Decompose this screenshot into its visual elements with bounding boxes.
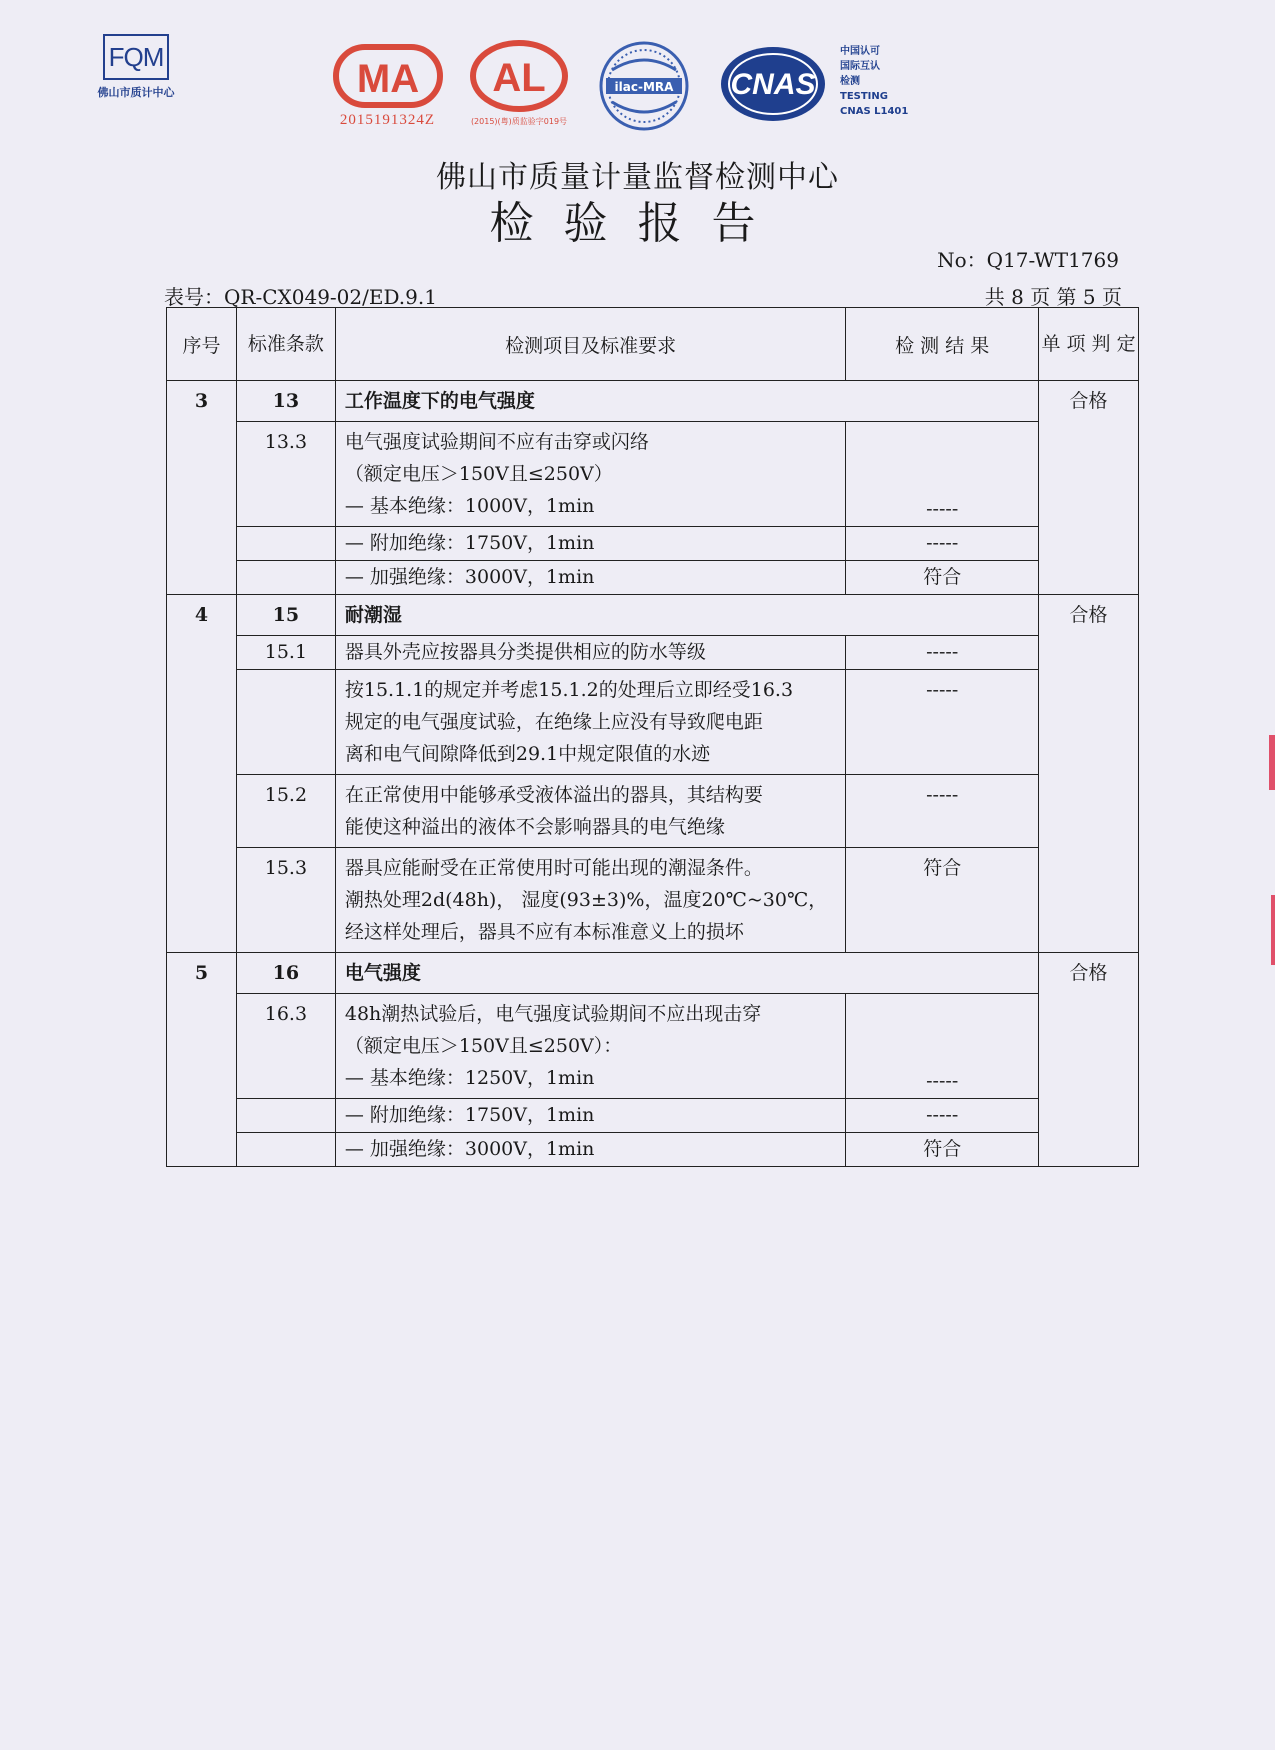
requirement-line: 按15.1.1的规定并考虑15.1.2的处理后立即经受16.3: [344, 679, 794, 701]
table-row: [167, 636, 1139, 670]
inspection-table: [166, 307, 1139, 1167]
requirement-line: — 加强绝缘：3000V，1min: [344, 566, 595, 588]
result-cell: 符合: [846, 1133, 1039, 1167]
result-cell: -----: [846, 422, 1039, 527]
table-row: [167, 994, 1139, 1099]
svg-text:CNAS: CNAS: [730, 68, 816, 101]
ilac-mra-icon: [598, 40, 690, 132]
requirement-cell: [335, 1133, 845, 1167]
requirement-line: （额定电压＞150V且≤250V）：: [344, 1035, 623, 1057]
result-cell: -----: [846, 1099, 1039, 1133]
requirement-cell: [335, 670, 845, 775]
cma-number: 2015191324Z: [339, 112, 436, 128]
table-row: [167, 1099, 1139, 1133]
requirement-line: 经这样处理后，器具不应有本标准意义上的损坏: [344, 921, 744, 943]
clause-cell: [236, 527, 335, 561]
table-row: [167, 422, 1139, 527]
edge-seal-mark: [1269, 735, 1275, 790]
verdict-cell: 合格: [1039, 595, 1139, 953]
result-cell: -----: [846, 636, 1039, 670]
section-title: 工作温度下的电气强度: [335, 381, 1038, 422]
requirement-cell: [335, 636, 845, 670]
requirement-line: 潮热处理2d(48h)， 湿度(93±3)%，温度20℃~30℃，: [344, 889, 828, 911]
section-title: 耐潮湿: [335, 595, 1038, 636]
seq-cell: 3: [167, 381, 237, 595]
requirement-line: 离和电气间隙降低到29.1中规定限值的水迹: [344, 743, 711, 765]
form-number: 表号：QR-CX049-02/ED.9.1: [164, 285, 437, 309]
table-row: [167, 670, 1139, 775]
report-number: No：Q17-WT1769: [937, 248, 1119, 272]
header-clause: 标准条款: [236, 308, 335, 381]
clause-cell: 15: [236, 595, 335, 636]
result-cell: -----: [846, 994, 1039, 1099]
table-row: [167, 953, 1139, 994]
header-result: 检 测 结 果: [846, 308, 1039, 381]
table-row: [167, 561, 1139, 595]
requirement-line: 在正常使用中能够承受液体溢出的器具，其结构要: [344, 784, 763, 806]
verdict-cell: 合格: [1039, 381, 1139, 595]
result-cell: -----: [846, 527, 1039, 561]
cal-logo-icon: [469, 40, 569, 112]
clause-cell: [236, 561, 335, 595]
requirement-line: 电气强度试验期间不应有击穿或闪络: [344, 431, 649, 453]
requirement-line: 器具外壳应按器具分类提供相应的防水等级: [344, 641, 706, 663]
requirement-cell: [335, 561, 845, 595]
table-row: [167, 381, 1139, 422]
cnas-caption-line: 中国认可: [840, 46, 880, 57]
report-title: 检验报告: [489, 198, 786, 249]
table-row: [167, 1133, 1139, 1167]
result-cell: -----: [846, 670, 1039, 775]
verdict-cell: 合格: [1039, 953, 1139, 1167]
cma-logo-icon: [333, 44, 443, 108]
section-title: 电气强度: [335, 953, 1038, 994]
header-seq: 序号: [167, 308, 237, 381]
requirement-line: 能使这种溢出的液体不会影响器具的电气绝缘: [344, 816, 725, 838]
header-item: 检测项目及标准要求: [335, 308, 845, 381]
requirement-cell: [335, 1099, 845, 1133]
requirement-line: （额定电压＞150V且≤250V）: [344, 463, 613, 485]
cnas-caption-line: 国际互认: [840, 61, 880, 72]
cnas-logo-icon: [718, 44, 828, 124]
requirement-line: 规定的电气强度试验，在绝缘上应没有导致爬电距: [344, 711, 763, 733]
requirement-cell: [335, 775, 845, 848]
requirement-line: 48h潮热试验后，电气强度试验期间不应出现击穿: [344, 1003, 762, 1025]
clause-cell: 15.3: [236, 848, 335, 953]
svg-text:AL: AL: [492, 56, 546, 100]
clause-cell: 15.1: [236, 636, 335, 670]
requirement-cell: [335, 422, 845, 527]
svg-text:ilac-MRA: ilac-MRA: [614, 80, 674, 94]
fqm-logo-mark: FQM: [103, 34, 169, 80]
requirement-cell: [335, 848, 845, 953]
clause-cell: [236, 1133, 335, 1167]
fqm-logo: [88, 34, 184, 100]
table-header-row: [167, 308, 1139, 381]
clause-cell: 16.3: [236, 994, 335, 1099]
requirement-line: — 加强绝缘：3000V，1min: [344, 1138, 595, 1160]
seq-cell: 5: [167, 953, 237, 1167]
seq-cell: 4: [167, 595, 237, 953]
result-cell: -----: [846, 775, 1039, 848]
svg-text:MA: MA: [356, 57, 419, 101]
requirement-line: — 基本绝缘：1250V，1min: [344, 1067, 595, 1089]
cnas-caption-line: TESTING: [840, 91, 888, 102]
edge-seal-mark: [1271, 895, 1275, 965]
clause-cell: 13.3: [236, 422, 335, 527]
fqm-logo-caption: 佛山市质计中心: [97, 86, 175, 99]
table-row: [167, 595, 1139, 636]
cnas-caption-line: 检测: [840, 76, 860, 87]
clause-cell: 13: [236, 381, 335, 422]
requirement-line: — 附加绝缘：1750V，1min: [344, 532, 595, 554]
organization-name: 佛山市质量计量监督检测中心: [436, 160, 839, 195]
cnas-logo: [718, 44, 828, 128]
result-cell: 符合: [846, 848, 1039, 953]
cal-logo: [466, 40, 572, 127]
cnas-caption: [840, 44, 908, 119]
page-info: 共 8 页 第 5 页: [984, 285, 1122, 309]
requirement-line: — 基本绝缘：1000V，1min: [344, 495, 595, 517]
clause-cell: 16: [236, 953, 335, 994]
clause-cell: [236, 670, 335, 775]
table-row: [167, 848, 1139, 953]
requirement-line: — 附加绝缘：1750V，1min: [344, 1104, 595, 1126]
cal-number: (2015)(粤)质监验字019号: [470, 117, 568, 126]
ilac-mra-logo: [598, 40, 690, 132]
result-cell: 符合: [846, 561, 1039, 595]
clause-cell: 15.2: [236, 775, 335, 848]
table-row: [167, 527, 1139, 561]
requirement-cell: [335, 527, 845, 561]
cma-logo: [330, 44, 445, 129]
clause-cell: [236, 1099, 335, 1133]
requirement-cell: [335, 994, 845, 1099]
requirement-line: 器具应能耐受在正常使用时可能出现的潮湿条件。: [344, 857, 763, 879]
header-verdict: 单 项 判 定: [1039, 308, 1139, 381]
cnas-caption-line: CNAS L1401: [840, 106, 909, 117]
table-row: [167, 775, 1139, 848]
